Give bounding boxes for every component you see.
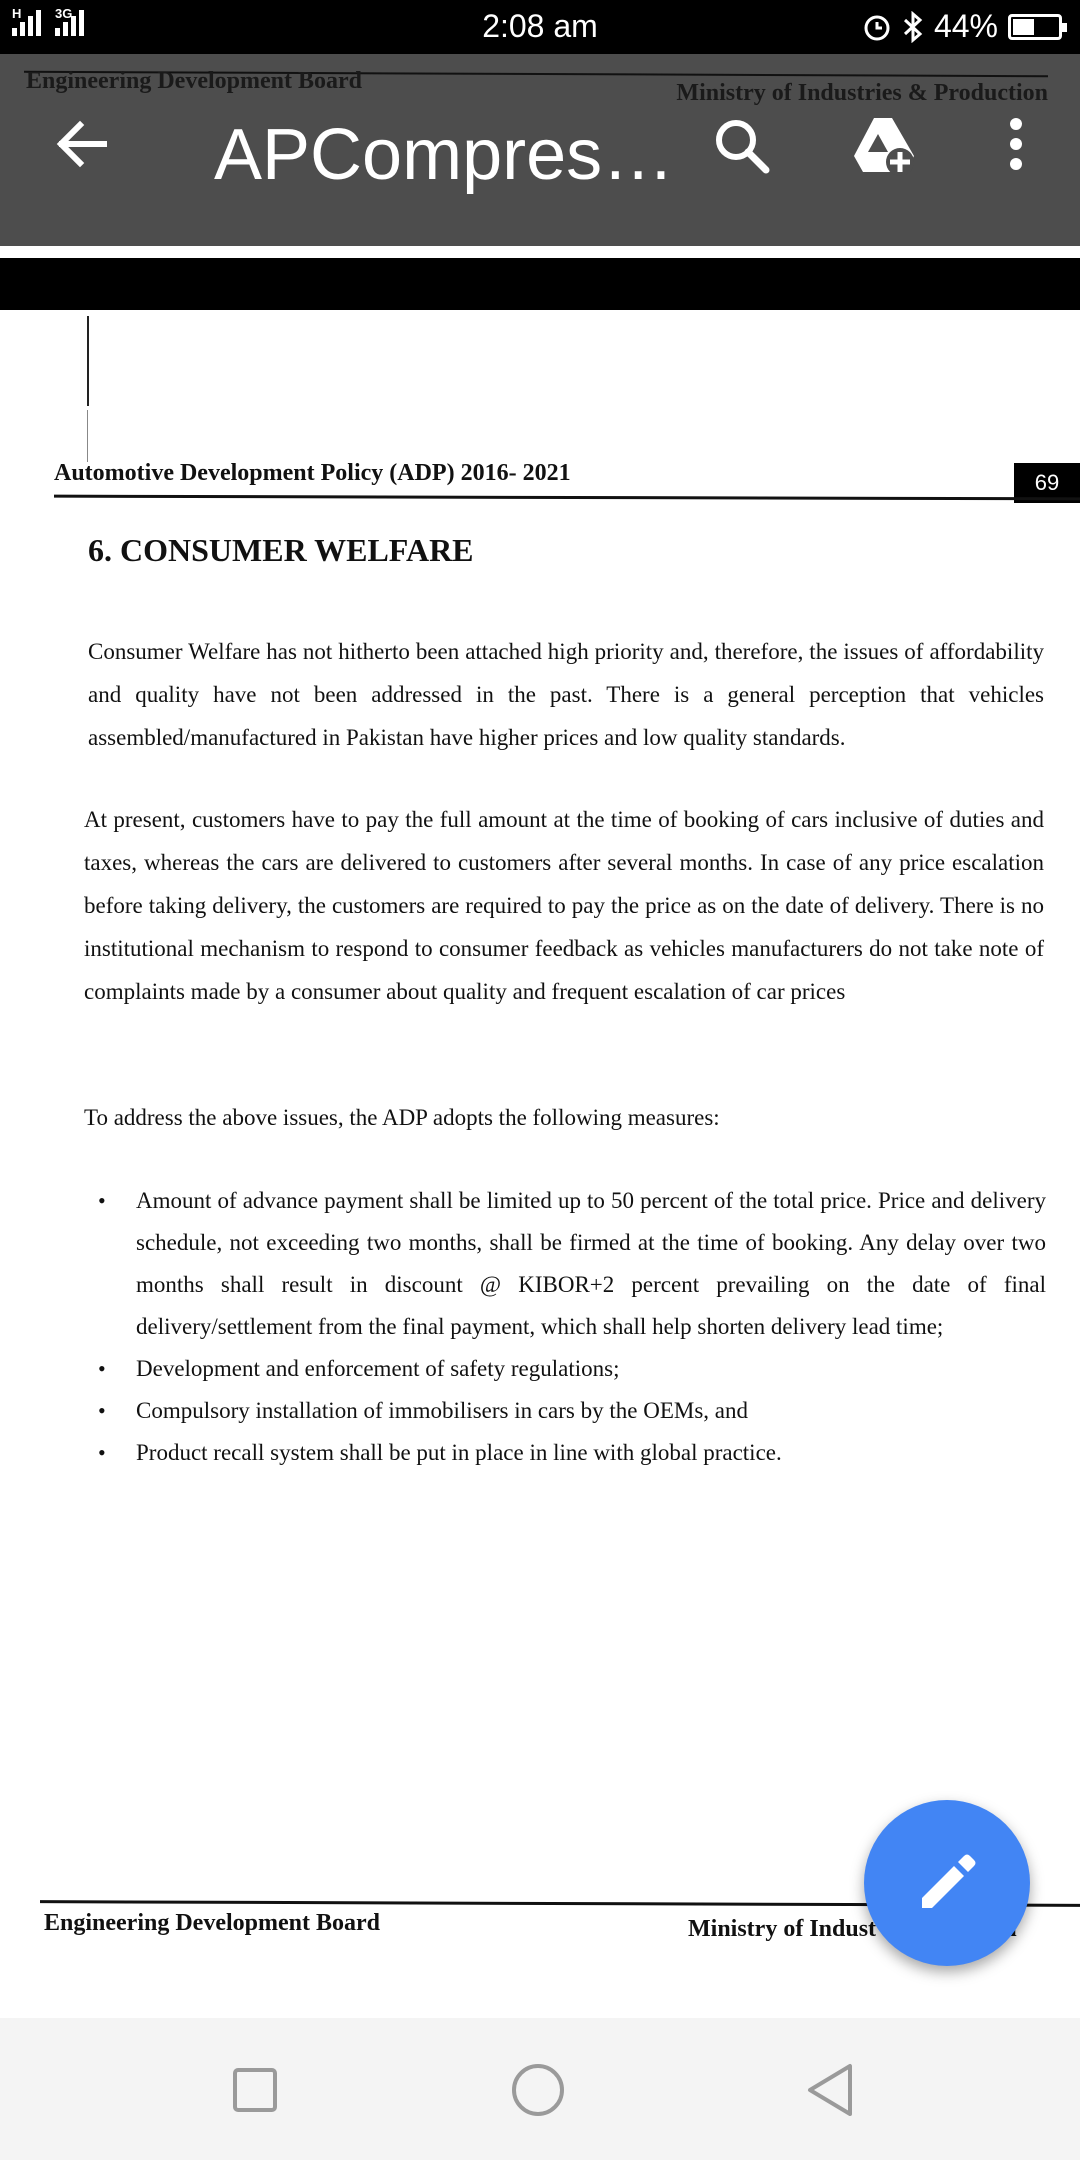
home-icon bbox=[508, 2060, 568, 2120]
bluetooth-icon bbox=[902, 11, 924, 43]
status-time: 2:08 am bbox=[482, 8, 598, 44]
status-bar bbox=[0, 0, 1080, 54]
footer-right-text: Ministry of Indust bbox=[688, 1916, 877, 1942]
page-number: 69 bbox=[1014, 463, 1080, 503]
list-item: • Development and enforcement of safety regulations; bbox=[96, 1348, 1046, 1390]
app-bar bbox=[0, 54, 1080, 246]
add-to-drive-button[interactable] bbox=[848, 110, 920, 182]
doc-title: Automotive Development Policy (ADP) 2016- 2021 bbox=[54, 460, 571, 486]
battery-icon bbox=[1008, 14, 1062, 40]
page-gap bbox=[0, 246, 1080, 258]
navigation-bar bbox=[0, 2018, 1080, 2160]
back-arrow-icon bbox=[50, 112, 114, 176]
status-right bbox=[862, 8, 1062, 45]
margin-line bbox=[87, 316, 89, 406]
recent-apps-icon bbox=[225, 2060, 285, 2120]
signal-3g-icon: 3G bbox=[55, 10, 84, 36]
page-separator bbox=[0, 258, 1080, 310]
footer-left: Engineering Development Board bbox=[44, 1910, 380, 1936]
list-item: • Amount of advance payment shall be limited up to 50 percent of the total price. Price and delivery schedule, not exceeding two months, shall be firmed at the time of booking. Any delay over two months shall result in discount @ KIBOR+2 percent prevailing on the date of final delivery/settlement from the final payment, which shall help shorten delivery lead time; bbox=[96, 1180, 1046, 1348]
edit-fab[interactable] bbox=[864, 1800, 1030, 1966]
edit-pencil-icon bbox=[914, 1850, 980, 1916]
search-button[interactable] bbox=[706, 110, 778, 182]
paragraph-2: At present, customers have to pay the full amount at the time of booking of cars inclusive of duties and taxes, whereas the cars are delivered to customers after several months. In case of any price escalation before taking delivery, the customers are required to pay the price as on the date of delivery. There is no institutional mechanism to respond to consumer feedback as vehicles manufacturers do not take note of complaints made by a consumer about quality and frequent escalation of car prices bbox=[84, 807, 1044, 1004]
list-item: • Product recall system shall be put in place in line with global practice. bbox=[96, 1432, 1046, 1474]
drive-add-icon bbox=[848, 110, 920, 182]
paragraph-3: To address the above issues, the ADP adopts the following measures: bbox=[84, 1105, 720, 1130]
alarm-icon bbox=[862, 12, 892, 42]
section-heading: 6. CONSUMER WELFARE bbox=[88, 532, 474, 568]
doc-header-right: Ministry of Industries & Production bbox=[676, 80, 1048, 106]
recent-apps-button[interactable] bbox=[225, 2060, 285, 2120]
back-button[interactable] bbox=[50, 112, 114, 176]
battery-percent: 44% bbox=[933, 8, 998, 44]
back-icon bbox=[800, 2060, 860, 2120]
more-options-button[interactable] bbox=[980, 110, 1052, 182]
measures-list bbox=[96, 1180, 1046, 1474]
search-icon bbox=[706, 110, 778, 182]
more-vert-icon bbox=[980, 110, 1052, 182]
list-item: • Compulsory installation of immobilisers in cars by the OEMs, and bbox=[96, 1390, 1046, 1432]
signal-h-icon: H bbox=[12, 10, 41, 36]
doc-header-left: Engineering Development Board bbox=[26, 68, 362, 94]
back-nav-button[interactable] bbox=[800, 2060, 860, 2120]
margin-line-faint bbox=[87, 410, 88, 462]
paragraph-1: Consumer Welfare has not hitherto been attached high priority and, therefore, the issues of affordability and quality have not been addressed in the past. There is a general perception that vehicles assembled/manufactured in Pakistan have higher prices and low quality standards. bbox=[88, 639, 1044, 750]
file-title: APCompres… bbox=[214, 115, 675, 195]
home-button[interactable] bbox=[508, 2060, 568, 2120]
